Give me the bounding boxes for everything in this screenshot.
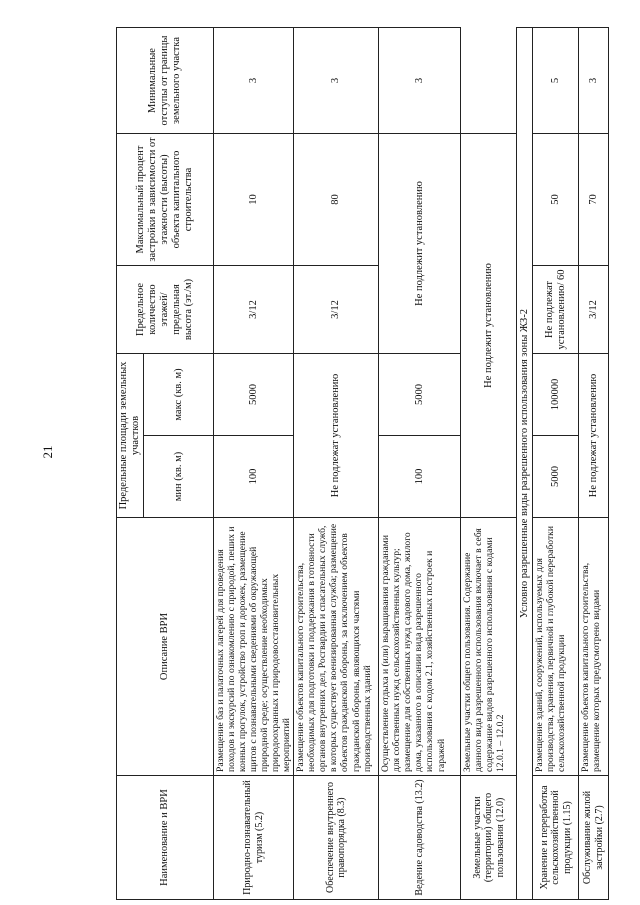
row-description: Земельные участки общего пользования. Содержание данного вида разрешенного использования включает в себя содержание видов разрешенного использования с кодами 12.0.1 – 12.0.2 <box>461 518 517 776</box>
section-title: Условно разрешенные виды разрешенного использования зоны ЖЗ-2 <box>517 27 533 899</box>
table-row <box>214 27 294 899</box>
header-area-max: макс (кв. м) <box>144 353 214 435</box>
row-name: Ведение садоводства (13.2) <box>379 776 461 900</box>
row-area-max: 5000 <box>214 353 294 435</box>
header-description: Описание ВРИ <box>117 518 214 776</box>
row-build-percent: 70 <box>579 133 609 265</box>
row-area-min: 5000 <box>533 436 579 518</box>
header-row-1 <box>117 27 144 899</box>
row-description: Размещение баз и палаточных лагерей для проведения походов и экскурсий по ознакомлению с природой, пеших и конных прогулок, устройство троп и дорожек, размещение щитов с познавательными сведениями об окружающей природной среде; осуществление необходимых природоохранных и природовосстановительных мероприятий <box>214 518 294 776</box>
header-name: Наименование и ВРИ <box>117 776 214 900</box>
table-row <box>533 27 579 899</box>
blank-cell <box>461 27 517 133</box>
header-area-min: мин (кв. м) <box>144 436 214 518</box>
header-floors: Предельное количество этажей/ предельная высота (эт./м) <box>117 265 214 353</box>
section-row <box>517 27 533 899</box>
rotated-table-container <box>116 28 604 900</box>
regulations-table <box>116 27 609 900</box>
row-area-min: 100 <box>379 436 461 518</box>
row-area-merged: Не подлежат установлению <box>579 353 609 517</box>
row-setback: 3 <box>214 27 294 133</box>
table-row <box>379 27 461 899</box>
header-build-percent: Максимальный процент застройки в зависимости от этажности (высоты) объекта капитального строительства <box>117 133 214 265</box>
table-row <box>579 27 609 899</box>
row-build-percent: 10 <box>214 133 294 265</box>
row-description: Размещение зданий, сооружений, используемых для производства, хранения, первичной и глубокой переработки сельскохозяйственной продукции <box>533 518 579 776</box>
row-other-merged: Не подлежит установлению <box>379 133 461 353</box>
row-floors: 3/12 <box>294 265 379 353</box>
row-name: Обеспечение внутреннего правопорядка (8.3) <box>294 776 379 900</box>
page-number: 21 <box>40 445 55 459</box>
row-floors: Не подлежат установлению/ 60 <box>533 265 579 353</box>
row-floors: 3/12 <box>214 265 294 353</box>
row-name: Обслуживание жилой застройки (2.7) <box>579 776 609 900</box>
row-build-percent: 80 <box>294 133 379 265</box>
row-area-min: 100 <box>214 436 294 518</box>
row-description: Размещение объектов капитального строительства, необходимых для подготовки и поддержания в готовности органов внутренних дел, Росгвардии и спасательных служб, в которых существует военизированная служба; размещение объектов гражданской обороны, за исключением объектов гражданской обороны, являющихся частями производственных зданий <box>294 518 379 776</box>
row-area-max: 100000 <box>533 353 579 435</box>
row-setback: 3 <box>379 27 461 133</box>
row-build-percent: 50 <box>533 133 579 265</box>
row-area-merged: Не подлежат установлению <box>294 353 379 517</box>
row-setback: 3 <box>579 27 609 133</box>
row-setback: 5 <box>533 27 579 133</box>
header-area-group: Предельные площади земельных участков <box>117 353 144 517</box>
row-description: Осуществление отдыха и (или) выращивания гражданами для собственных нужд сельскохозяйственных культур; размещение для собственных нужд садового дома, жилого дома, указанного в описании вида разрешенного использования с кодом 2.1, хозяйственных построек и гаражей <box>379 518 461 776</box>
row-setback: 3 <box>294 27 379 133</box>
row-name: Земельные участки (территории) общего пользования (12.0) <box>461 776 517 900</box>
header-setback: Минимальные отступы от границы земельного участка <box>117 27 214 133</box>
row-all-merged: Не подлежит установлению <box>461 133 517 517</box>
row-area-max: 5000 <box>379 353 461 435</box>
table-row <box>461 27 517 899</box>
table-row <box>294 27 379 899</box>
row-name: Хранение и переработка сельскохозяйственной продукции (1.15) <box>533 776 579 900</box>
row-description: Размещение объектов капитального строительства, размещение которых предусмотрено видами <box>579 518 609 776</box>
row-floors: 3/12 <box>579 265 609 353</box>
row-name: Природно-познавательный туризм (5.2) <box>214 776 294 900</box>
